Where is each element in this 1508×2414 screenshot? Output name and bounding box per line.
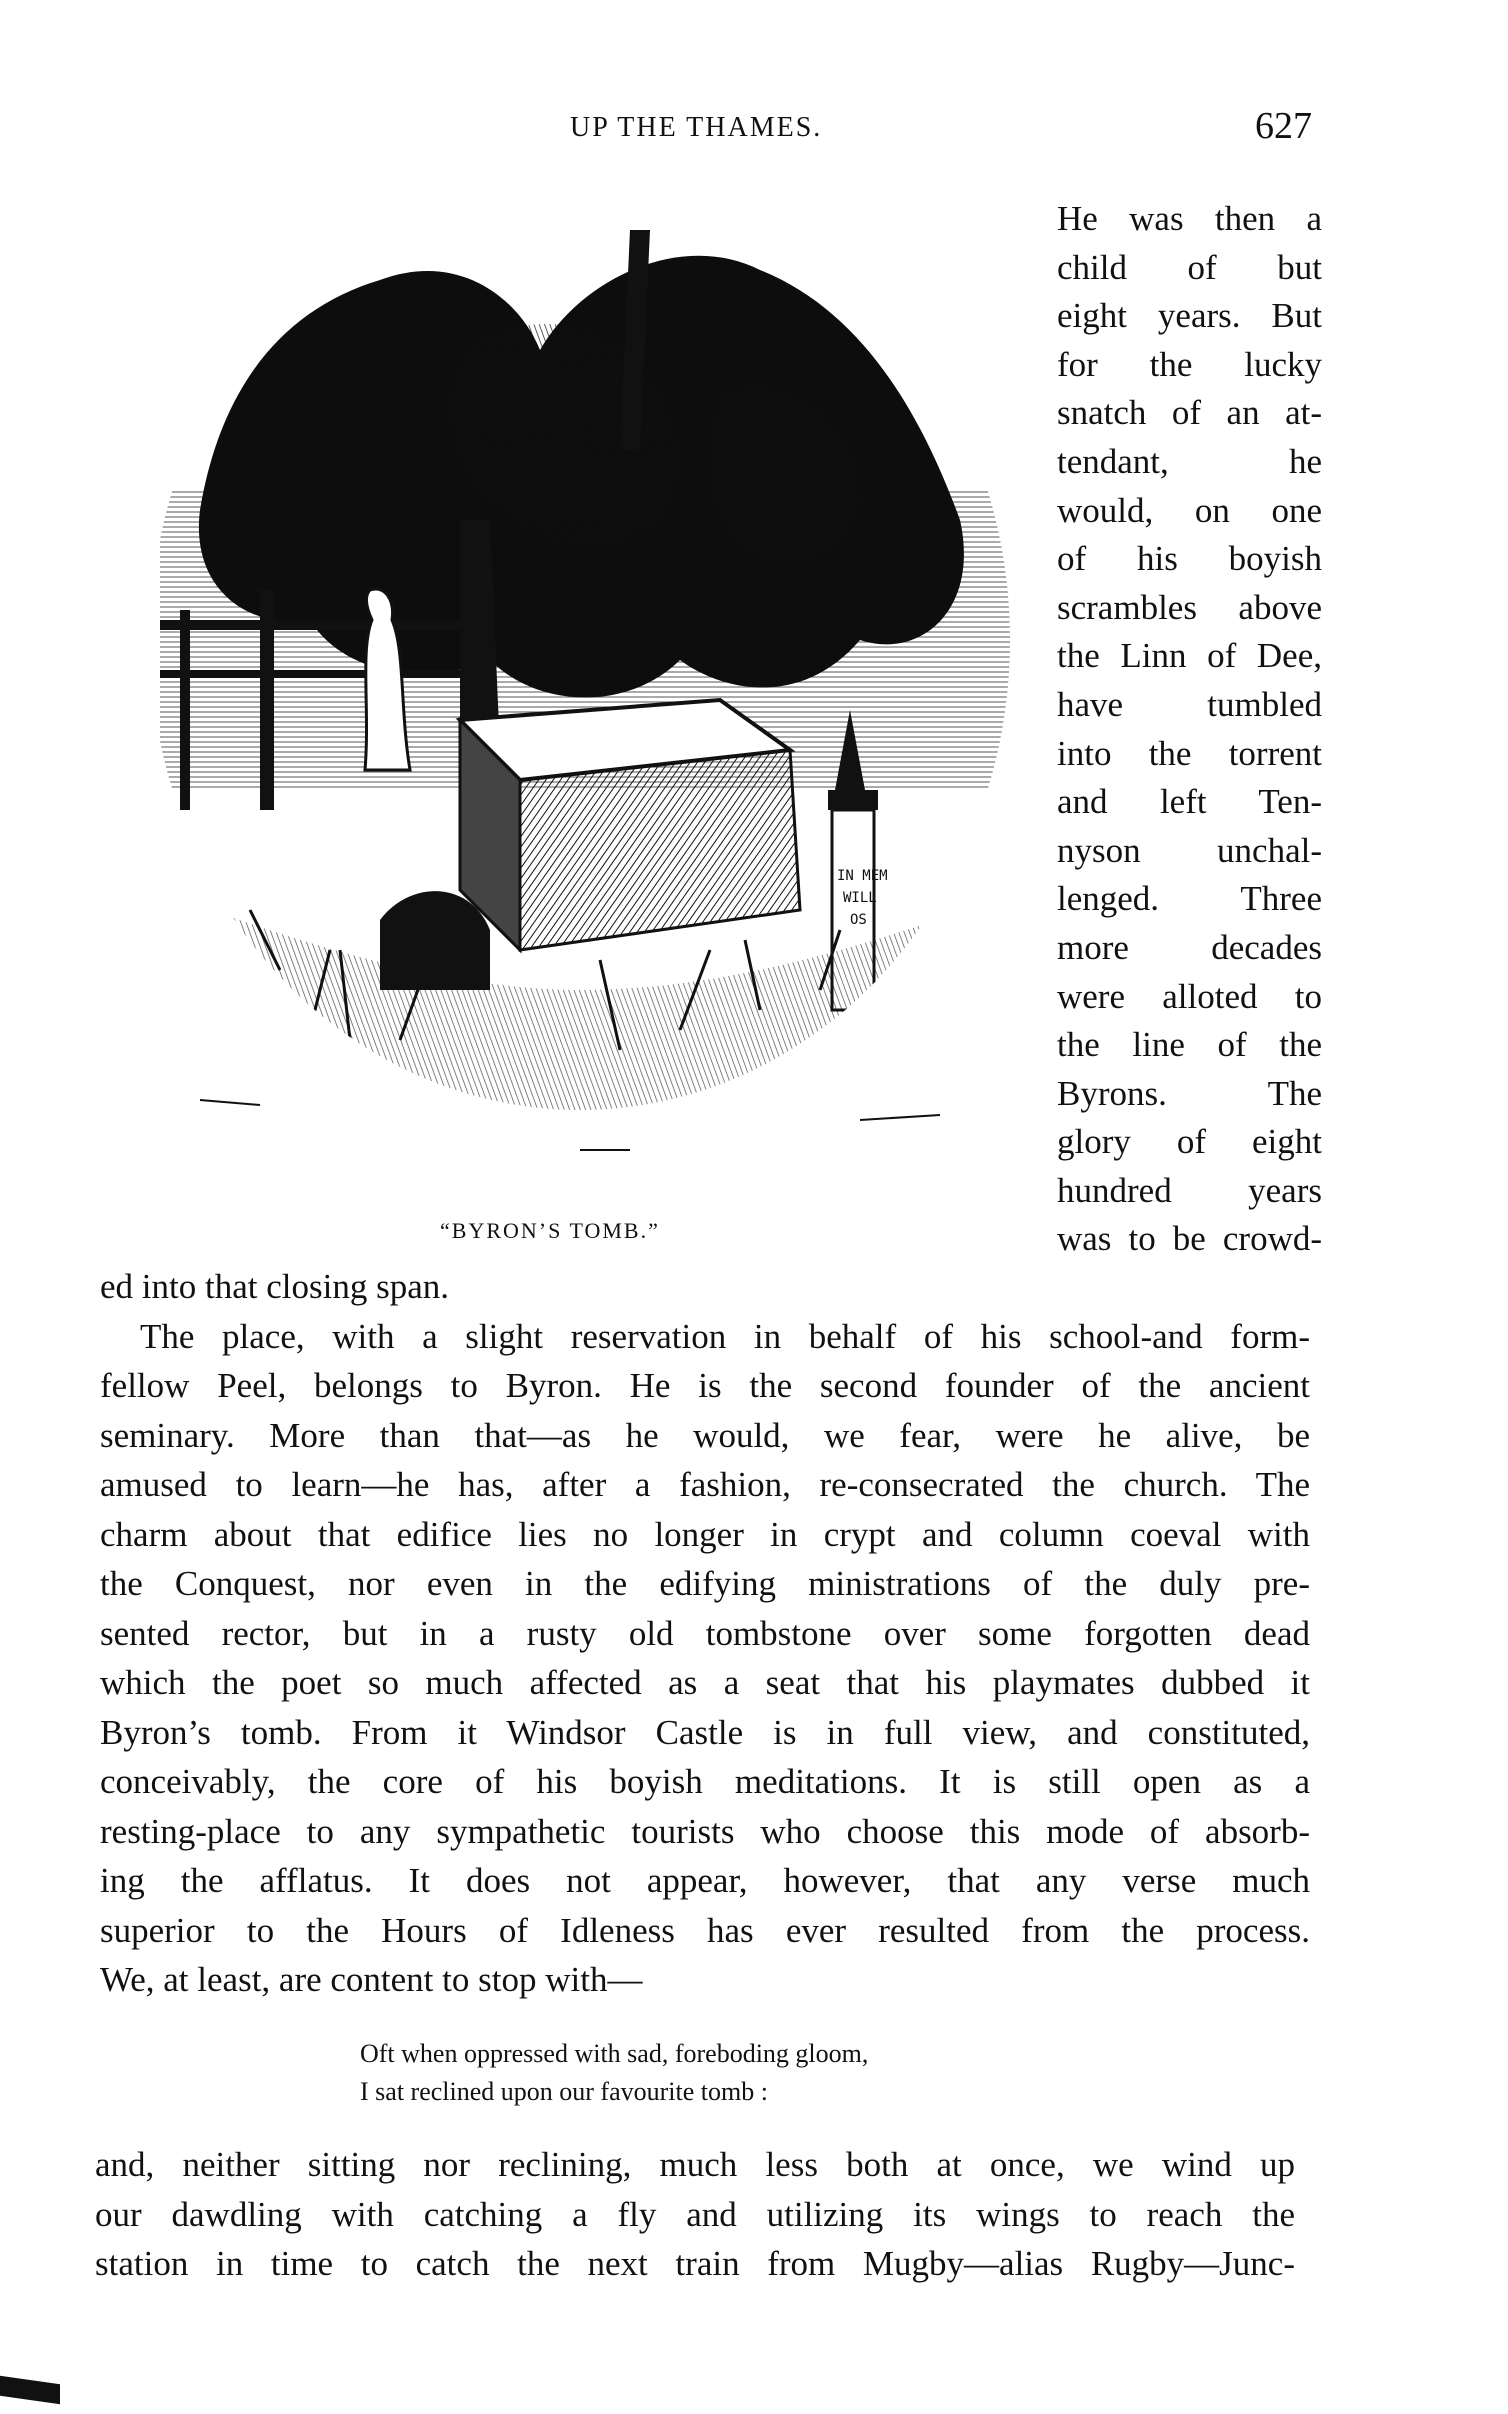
side-line: tendant, he <box>1057 441 1322 481</box>
running-title: UP THE THAMES. <box>570 112 823 143</box>
side-line: Byrons. The <box>1057 1073 1322 1113</box>
page-number: 627 <box>1255 105 1312 147</box>
side-line: hundred years <box>1057 1170 1322 1210</box>
text-line: Byron’s tomb. From it Windsor Castle is in full view, and constituted, <box>100 1712 1310 1752</box>
text-line: which the poet so much affected as a seat that his playmates dubbed it <box>100 1663 1310 1702</box>
side-line: snatch of an at- <box>1057 393 1322 433</box>
inscription-line: OS <box>850 912 867 928</box>
text-line: sented rector, but in a rusty old tombstone over some forgotten dead <box>100 1613 1310 1653</box>
text-line: We, at least, are content to stop with— <box>100 1960 643 1999</box>
side-line: scrambles above <box>1057 587 1322 627</box>
byrons-tomb-illustration <box>160 190 1020 1200</box>
side-line: have tumbled <box>1057 684 1322 724</box>
text-line: superior to the Hours of Idleness has ever resulted from the process. <box>100 1910 1310 1950</box>
text-line: seminary. More than that—as he would, we fear, were he alive, be <box>100 1415 1310 1455</box>
page-header <box>0 105 1508 162</box>
figure-caption: “BYRON’S TOMB.” <box>440 1218 660 1243</box>
inscription-line: IN MEM <box>837 868 888 884</box>
side-line: of his boyish <box>1057 539 1322 579</box>
side-line: child of but <box>1057 247 1322 287</box>
side-line: He was then a <box>1057 199 1322 238</box>
text-line: amused to learn—he has, after a fashion, re-consecrated the church. The <box>100 1465 1310 1504</box>
text-line: ing the afflatus. It does not appear, however, that any verse much <box>100 1861 1310 1900</box>
text-line: our dawdling with catching a fly and utilizing its wings to reach the <box>95 2194 1295 2234</box>
paragraph-2 <box>95 2140 1295 2289</box>
side-line: the line of the <box>1057 1025 1322 1065</box>
side-line: glory of eight <box>1057 1122 1322 1162</box>
side-line: were alloted to <box>1057 976 1322 1016</box>
text-line: charm about that edifice lies no longer in crypt and column coeval with <box>100 1514 1310 1554</box>
inscription-line: WILL <box>843 890 877 906</box>
text-line: and, neither sitting nor reclining, much less both at once, we wind up <box>95 2145 1295 2184</box>
side-line: more decades <box>1057 927 1322 967</box>
side-line: into the torrent <box>1057 733 1322 773</box>
verse-quotation <box>360 2035 868 2111</box>
text-line: the Conquest, nor even in the edifying ministrations of the duly pre- <box>100 1564 1310 1603</box>
side-line: for the lucky <box>1057 344 1322 384</box>
verse-line: Oft when oppressed with sad, foreboding gloom, <box>360 2039 869 2068</box>
text-line: The place, with a slight reservation in behalf of his school-and form- <box>140 1316 1310 1356</box>
side-line: and left Ten- <box>1057 782 1322 822</box>
text-line: fellow Peel, belongs to Byron. He is the second founder of the ancient <box>100 1366 1310 1405</box>
side-line: eight years. But <box>1057 296 1322 336</box>
side-line: was to be crowd- <box>1057 1219 1322 1259</box>
text-line: ed into that closing span. <box>100 1267 449 1306</box>
scan-edge-mark <box>0 2376 60 2404</box>
side-line: the Linn of Dee, <box>1057 636 1322 676</box>
side-line: lenged. Three <box>1057 879 1322 919</box>
side-column-text <box>1057 195 1322 1264</box>
text-line: conceivably, the core of his boyish meditations. It is still open as a <box>100 1762 1310 1801</box>
side-line: nyson unchal- <box>1057 830 1322 870</box>
side-line: would, on one <box>1057 490 1322 530</box>
verse-line: I sat reclined upon our favourite tomb : <box>360 2077 768 2106</box>
text-line: station in time to catch the next train from Mugby—alias Rugby—Junc- <box>95 2244 1295 2283</box>
paragraph-1 <box>100 1262 1310 2005</box>
text-line: resting-place to any sympathetic tourists who choose this mode of absorb- <box>100 1811 1310 1851</box>
